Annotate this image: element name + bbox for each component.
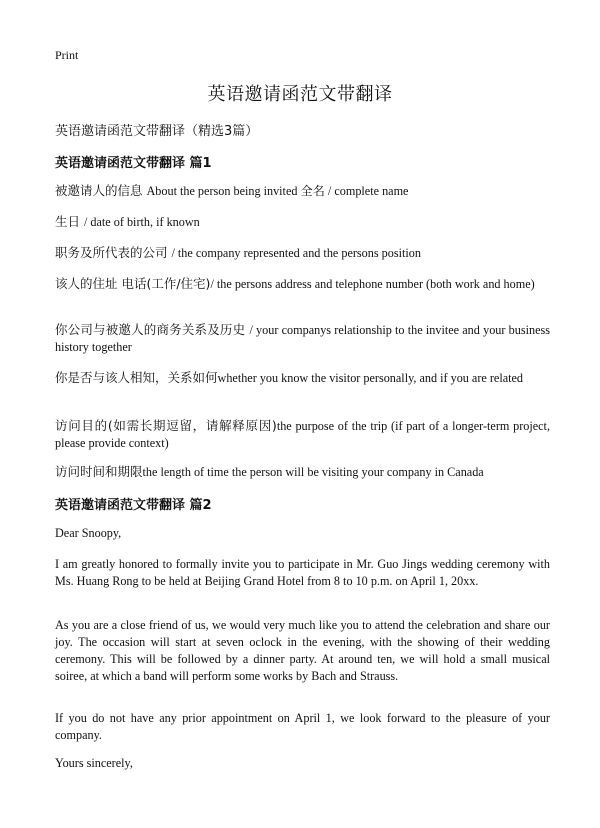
info-item-7	[55, 417, 550, 452]
info-item-6	[55, 369, 550, 387]
info-item-zh: 你是否与该人相知，关系如何	[55, 370, 218, 385]
info-item-en: the length of time the person will be visiting your company in Canada	[142, 465, 484, 479]
info-item-zh: 该人的住址 电话(工作/住宅)	[55, 276, 211, 291]
letter-paragraph-3: If you do not have any prior appointment on April 1, we look forward to the pleasure of your company.	[55, 711, 550, 742]
info-item-zh: 你公司与被邀人的商务关系及历史	[55, 322, 250, 337]
info-item-zh: 被邀请人的信息	[55, 183, 147, 198]
info-item-en: About the person being invited 全名 / complete name	[146, 184, 409, 198]
info-item-1	[55, 182, 550, 200]
info-item-zh: 访问目的(如需长期逗留，请解释原因)	[55, 418, 277, 433]
info-item-en: whether you know the visitor personally, and if you are related	[217, 371, 524, 385]
letter-closing: Yours sincerely,	[55, 756, 133, 770]
info-item-zh: 职务及所代表的公司	[55, 245, 172, 260]
letter-greeting: Dear Snoopy,	[55, 526, 122, 540]
section-1-heading: 英语邀请函范文带翻译 篇1	[55, 156, 212, 171]
info-item-zh: 访问时间和期限	[55, 464, 143, 479]
letter-paragraph-1: I am greatly honored to formally invite you to participate in Mr. Guo Jings wedding ceremony with Ms. Huang Rong to be held at Beijing Grand Hotel from 8 to 10 p.m. on April 1, 20xx.	[55, 557, 550, 588]
info-item-4	[55, 275, 550, 293]
info-item-en: / the company represented and the persons position	[171, 246, 421, 260]
info-item-en: / date of birth, if known	[83, 215, 200, 229]
info-item-5	[55, 321, 550, 356]
letter-paragraph-2: As you are a close friend of us, we would very much like you to attend the celebration and share our joy. The occasion will start at seven oclock in the evening, with the showing of their wedding ceremony. This will be followed by a dinner party. At around ten, we will hold a small musical soiree, at which a band will perform some works by Bach and Strauss.	[55, 618, 550, 683]
info-item-en: / your companys relationship to the invitee and your business history together	[55, 323, 550, 354]
print-link[interactable]: Print	[55, 48, 79, 62]
info-item-8	[55, 463, 550, 481]
info-item-en: the purpose of the trip (if part of a longer-term project, please provide context)	[55, 419, 550, 450]
info-item-en: / the persons address and telephone number (both work and home)	[210, 277, 535, 291]
document-title: 英语邀请函范文带翻译	[207, 84, 393, 105]
info-item-2	[55, 213, 550, 231]
document-subtitle: 英语邀请函范文带翻译（精选3篇）	[55, 124, 259, 139]
section-2-heading: 英语邀请函范文带翻译 篇2	[55, 498, 212, 513]
info-item-zh: 生日	[55, 214, 84, 229]
info-item-3	[55, 244, 550, 262]
